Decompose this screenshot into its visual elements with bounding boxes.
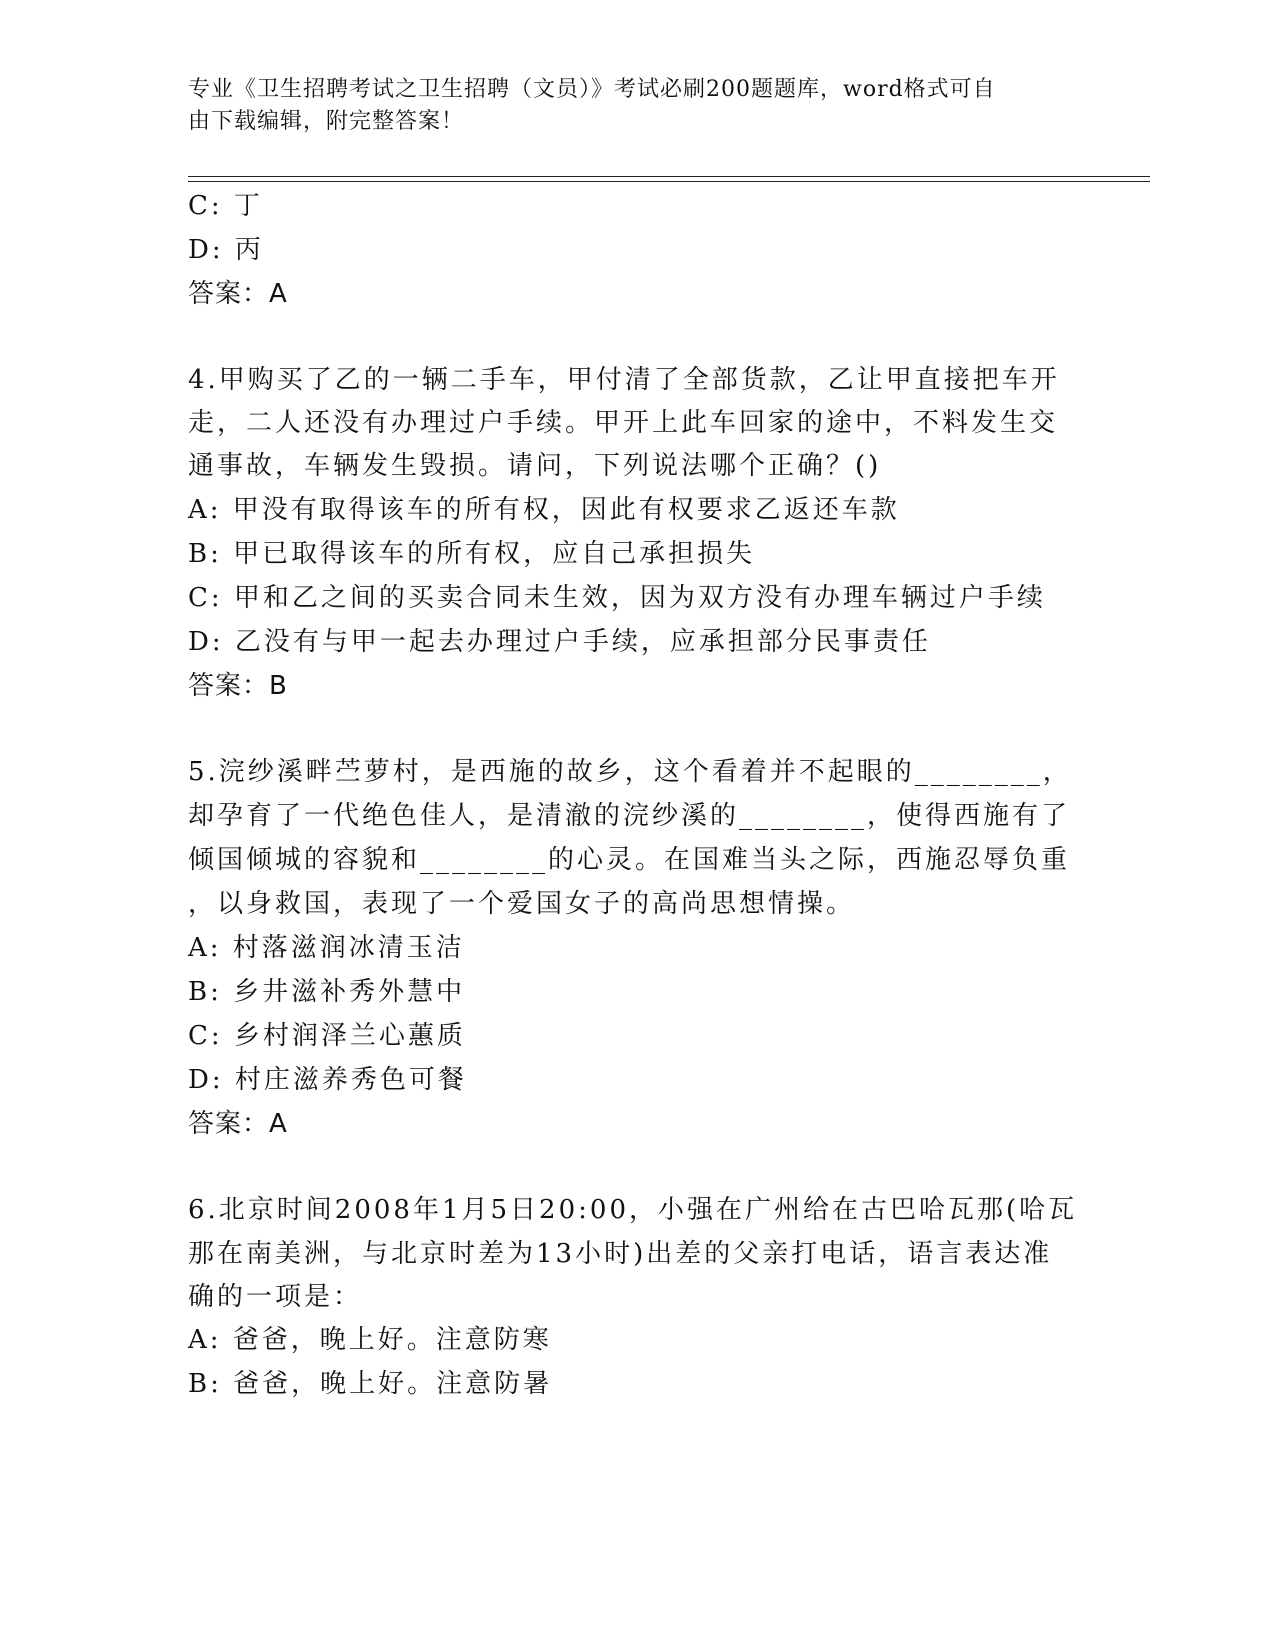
header-line-2: 由下载编辑，附完整答案！ (188, 109, 465, 134)
q4-option-a: A: 甲没有取得该车的所有权，因此有权要求乙返还车款 (188, 495, 900, 525)
q5-option-b: B: 乡井滋补秀外慧中 (188, 977, 466, 1007)
q4-option-d: D: 乙没有与甲一起去办理过户手续，应承担部分民事责任 (188, 627, 931, 657)
q6-option-b: B: 爸爸，晚上好。注意防暑 (188, 1369, 553, 1399)
q4-stem-line-2: 走，二人还没有办理过户手续。甲开上此车回家的途中，不料发生交 (188, 408, 1059, 438)
q5-answer: 答案：A (188, 1109, 288, 1139)
q4-option-b: B: 甲已取得该车的所有权，应自己承担损失 (188, 539, 756, 569)
q3-option-d: D: 丙 (188, 235, 264, 265)
q5-stem-line-2: 却孕育了一代绝色佳人，是清澈的浣纱溪的________，使得西施有了 (188, 801, 1071, 831)
q5-option-c: C: 乡村润泽兰心蕙质 (188, 1021, 466, 1051)
q5-option-a: A: 村落滋润冰清玉洁 (188, 933, 465, 963)
q6-stem-line-3: 确的一项是： (188, 1282, 363, 1312)
q4-stem-line-1: 4.甲购买了乙的一辆二手车，甲付清了全部货款，乙让甲直接把车开 (188, 365, 1060, 395)
q6-stem-line-2: 那在南美洲，与北京时差为13小时)出差的父亲打电话，语言表达准 (188, 1239, 1053, 1269)
q3-answer: 答案：A (188, 279, 288, 309)
q5-stem-line-4: ，以身救国，表现了一个爱国女子的高尚思想情操。 (188, 889, 856, 919)
q6-option-a: A: 爸爸，晚上好。注意防寒 (188, 1325, 552, 1355)
q4-stem-line-3: 通事故，车辆发生毁损。请问，下列说法哪个正确？() (188, 451, 882, 481)
q4-option-c: C: 甲和乙之间的买卖合同未生效，因为双方没有办理车辆过户手续 (188, 583, 1046, 613)
header-rule-bottom (188, 181, 1150, 182)
document-header (188, 74, 1068, 138)
header-line-1: 专业《卫生招聘考试之卫生招聘（文员）》考试必刷200题题库，word格式可自 (188, 77, 996, 102)
q3-option-c: C: 丁 (188, 191, 263, 221)
q6-stem-line-1: 6.北京时间2008年1月5日20:00，小强在广州给在古巴哈瓦那(哈瓦 (188, 1195, 1078, 1225)
q5-option-d: D: 村庄滋养秀色可餐 (188, 1065, 467, 1095)
q5-stem-line-3: 倾国倾城的容貌和________的心灵。在国难当头之际，西施忍辱负重 (188, 845, 1071, 875)
header-rule-top (188, 176, 1150, 177)
q5-stem-line-1: 5.浣纱溪畔苎萝村，是西施的故乡，这个看着并不起眼的________， (188, 757, 1072, 787)
q4-answer: 答案：B (188, 671, 288, 701)
